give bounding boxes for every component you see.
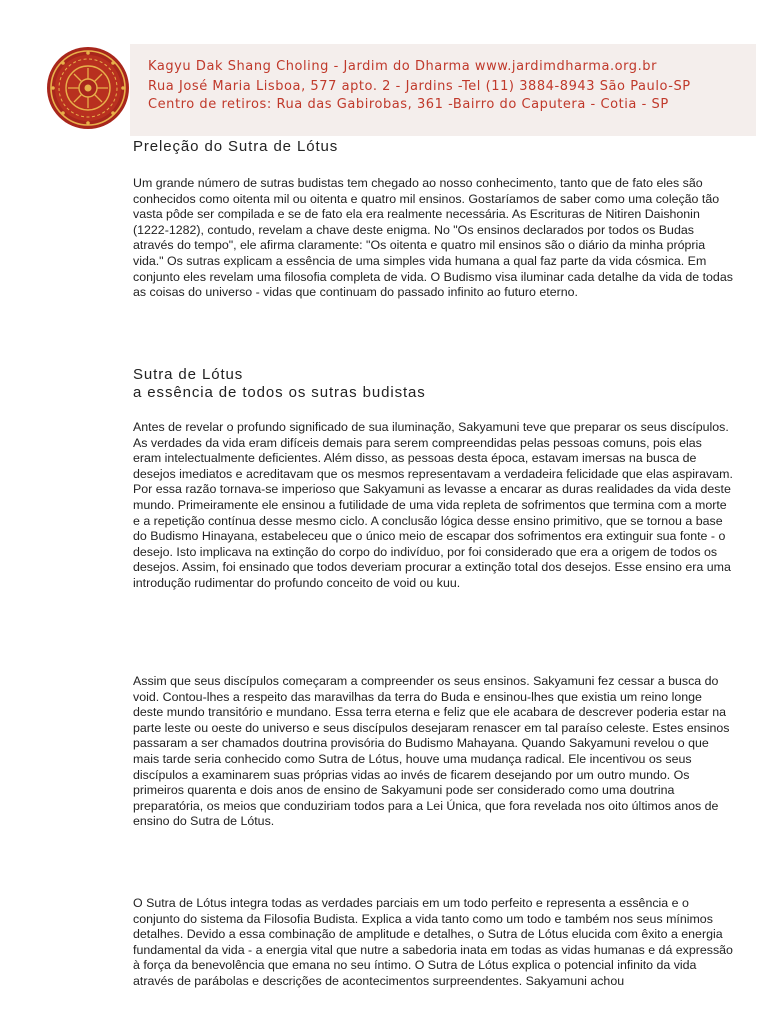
header-organization-line: Kagyu Dak Shang Choling - Jardim do Dharma www.jardimdharma.org.br (148, 59, 657, 74)
header-retreat-line: Centro de retiros: Rua das Gabirobas, 361 -Bairro do Caputera - Cotia - SP (148, 97, 669, 112)
body-paragraph-3: O Sutra de Lótus integra todas as verdades parciais em um todo perfeito e representa a essência e o conjunto do sistema da Filosofia Budista. Explica a vida tanto como um todo e também nos seus mínimos detalhes. Devido a essa combinação de amplitude e detalhes, o Sutra de Lótus elucida com êxito a energia fundamental da vida - a energia vital que nutre a sabedoria inata em todas as vidas humanas e dá expressão à força da benevolência que emana no seu íntimo. O Sutra de Lótus explica o potencial infinito da vida através de parábolas e descrições de acontecimentos surpreendentes. Sakyamuni achou (133, 896, 733, 988)
intro-paragraph: Um grande número de sutras budistas tem chegado ao nosso conhecimento, tanto que de fato eles são conhecidos como oitenta mil ou oitenta e quatro mil ensinos. Gostaríamos de saber como uma coleção tão vasta pôde ser compilada e se de fato ela era realmente necessária. As Escrituras de Nitiren Daishonin (1222-1282), contudo, revelam a chave deste enigma. No "Os ensinos declarados por todos os Budas através do tempo", ele afirma claramente: "Os oitenta e quatro mil ensinos são o diário da minha própria vida." Os sutras explicam a essência de uma simples vida humana a qual faz parte da vida cósmica. Em conjunto eles revelam uma filosofia completa de vida. O Budismo visa iluminar cada detalhe da vida de todas as coisas do universo - vidas que continuam do passado infinito ao futuro eterno. (133, 176, 733, 300)
section-title-prelecao: Preleção do Sutra de Lótus (133, 138, 339, 155)
body-paragraph-2: Assim que seus discípulos começaram a compreender os seus ensinos. Sakyamuni fez cessar a busca do void. Contou-lhes a respeito das maravilhas da terra do Buda e ensinou-lhes que existia um reino longe deste mundo transitório e mundano. Essa terra eterna e feliz que ele acabara de descrever poderia estar na parte leste ou oeste do universo e seus discípulos desejaram renascer em tal paraíso celeste. Estes ensinos passaram a ser chamados doutrina provisória do Budismo Mahayana. Quando Sakyamuni revelou o que mais tarde seria conhecido como Sutra de Lótus, houve uma mudança radical. Ele incentivou os seus discípulos a examinarem suas próprias vidas ao invés de ficarem desejando por um outro mundo. Os primeiros quarenta e dois anos de ensino de Sakyamuni pode ser considerado como uma doutrina preparatória, os meios que conduziriam todos para a Lei Única, que fora revelada nos oito últimos anos de ensino do Sutra de Lótus. (133, 674, 730, 829)
dharma-wheel-emblem-icon (46, 46, 130, 130)
section-title-sutra-de-lotus: Sutra de Lótus (133, 366, 244, 383)
section-subtitle: a essência de todos os sutras budistas (133, 384, 426, 401)
body-paragraph-1: Antes de revelar o profundo significado de sua iluminação, Sakyamuni teve que preparar os seus discípulos. As verdades da vida eram difíceis demais para serem compreendidas pelas pessoas comuns, pois elas eram intelectualmente deficientes. Além disso, as pessoas desta época, estavam imersas na busca de desejos imediatos e acreditavam que os mesmos representavam a verdadeira felicidade que elas aspiravam. Por essa razão tornava-se imperioso que Sakyamuni as levasse a encarar as duras realidades da vida deste mundo. Primeiramente ele ensinou a futilidade de uma vida repleta de sofrimentos que termina com a morte e a repetição contínua desse mesmo ciclo. A conclusão lógica desse ensino primitivo, que se tornou a base do Budismo Hinayana, estabeleceu que o único meio de escapar dos sofrimentos era extinguir sua fonte - o desejo. Isto implicava na extinção do corpo do indivíduo, por foi considerado que era a origem de todos os desejos. Assim, foi ensinado que todos deveriam procurar a extinção total dos desejos. Esse ensino era uma introdução rudimentar do profundo conceito de void ou kuu. (133, 420, 733, 590)
header-address-line: Rua José Maria Lisboa, 577 apto. 2 - Jardins -Tel (11) 3884-8943 São Paulo-SP (148, 79, 691, 94)
